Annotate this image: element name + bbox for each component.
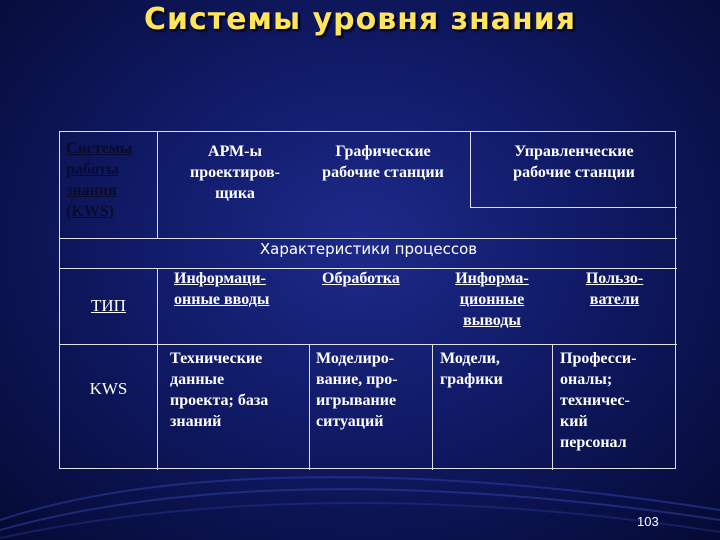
page-number: 103 — [637, 514, 659, 529]
header-text: работы — [66, 161, 119, 178]
subheader-text: Пользо- — [585, 270, 644, 287]
grid-line — [157, 268, 158, 470]
knowledge-systems-table — [59, 131, 676, 469]
header-text: проектиров- — [190, 164, 280, 181]
header-text: знания — [66, 182, 117, 199]
header-text: Системы — [66, 140, 133, 157]
header-text: АРМ-ы — [208, 143, 262, 160]
row-label-type: ТИП — [91, 296, 126, 315]
slide-title: Системы уровня знания — [143, 2, 577, 37]
data-text: оналы; — [560, 371, 613, 388]
data-text: данные — [170, 371, 225, 388]
subheader-text: онные вводы — [174, 291, 270, 308]
subheader-text: выводы — [463, 312, 521, 329]
grid-line — [432, 344, 433, 470]
grid-line — [552, 344, 553, 470]
grid-line — [157, 132, 158, 238]
data-text: персонал — [560, 434, 627, 451]
data-text: знаний — [170, 413, 222, 430]
grid-line — [470, 207, 677, 208]
subheader-text: Информа- — [455, 270, 529, 287]
subheader-text: ватели — [589, 291, 640, 308]
data-processing-cell — [316, 348, 431, 432]
data-text: Модели, — [440, 350, 500, 367]
header-text: рабочие станции — [322, 164, 444, 181]
grid-line — [470, 132, 471, 207]
header-graphic-cell — [300, 141, 466, 183]
data-users-cell — [560, 348, 675, 453]
subheader-text: Информаци- — [174, 270, 266, 287]
subheader-text: ционные — [459, 291, 525, 308]
data-text: игрывание — [316, 392, 397, 409]
header-arm-cell — [166, 141, 304, 204]
header-kws-cell — [66, 138, 156, 222]
sub-users-cell — [552, 268, 677, 310]
sub-processing-cell — [322, 268, 432, 289]
data-text: Моделиро- — [316, 350, 395, 367]
sub-input-cell — [174, 268, 314, 310]
data-text: проекта; база — [170, 392, 269, 409]
header-text: рабочие станции — [513, 164, 635, 181]
data-text: Технические — [170, 350, 263, 367]
data-text: Професси- — [560, 350, 637, 367]
data-text: графики — [440, 371, 503, 388]
data-input-cell — [170, 348, 310, 432]
sub-output-cell — [432, 268, 552, 331]
header-text: Графические — [335, 143, 431, 160]
header-management-cell — [476, 141, 672, 183]
section-title: Характеристики процессов — [259, 240, 478, 258]
subheader-text: Обработка — [322, 270, 400, 287]
header-text: (KWS) — [66, 203, 114, 220]
data-text: техничес- — [560, 392, 630, 409]
header-text: Управленческие — [514, 143, 634, 160]
data-text: вание, про- — [316, 371, 398, 388]
grid-line — [60, 344, 677, 345]
header-text: щика — [215, 185, 255, 202]
data-text: кий — [560, 413, 588, 430]
data-text: ситуаций — [316, 413, 384, 430]
data-output-cell — [440, 348, 550, 390]
row-label-kws: KWS — [89, 379, 128, 398]
